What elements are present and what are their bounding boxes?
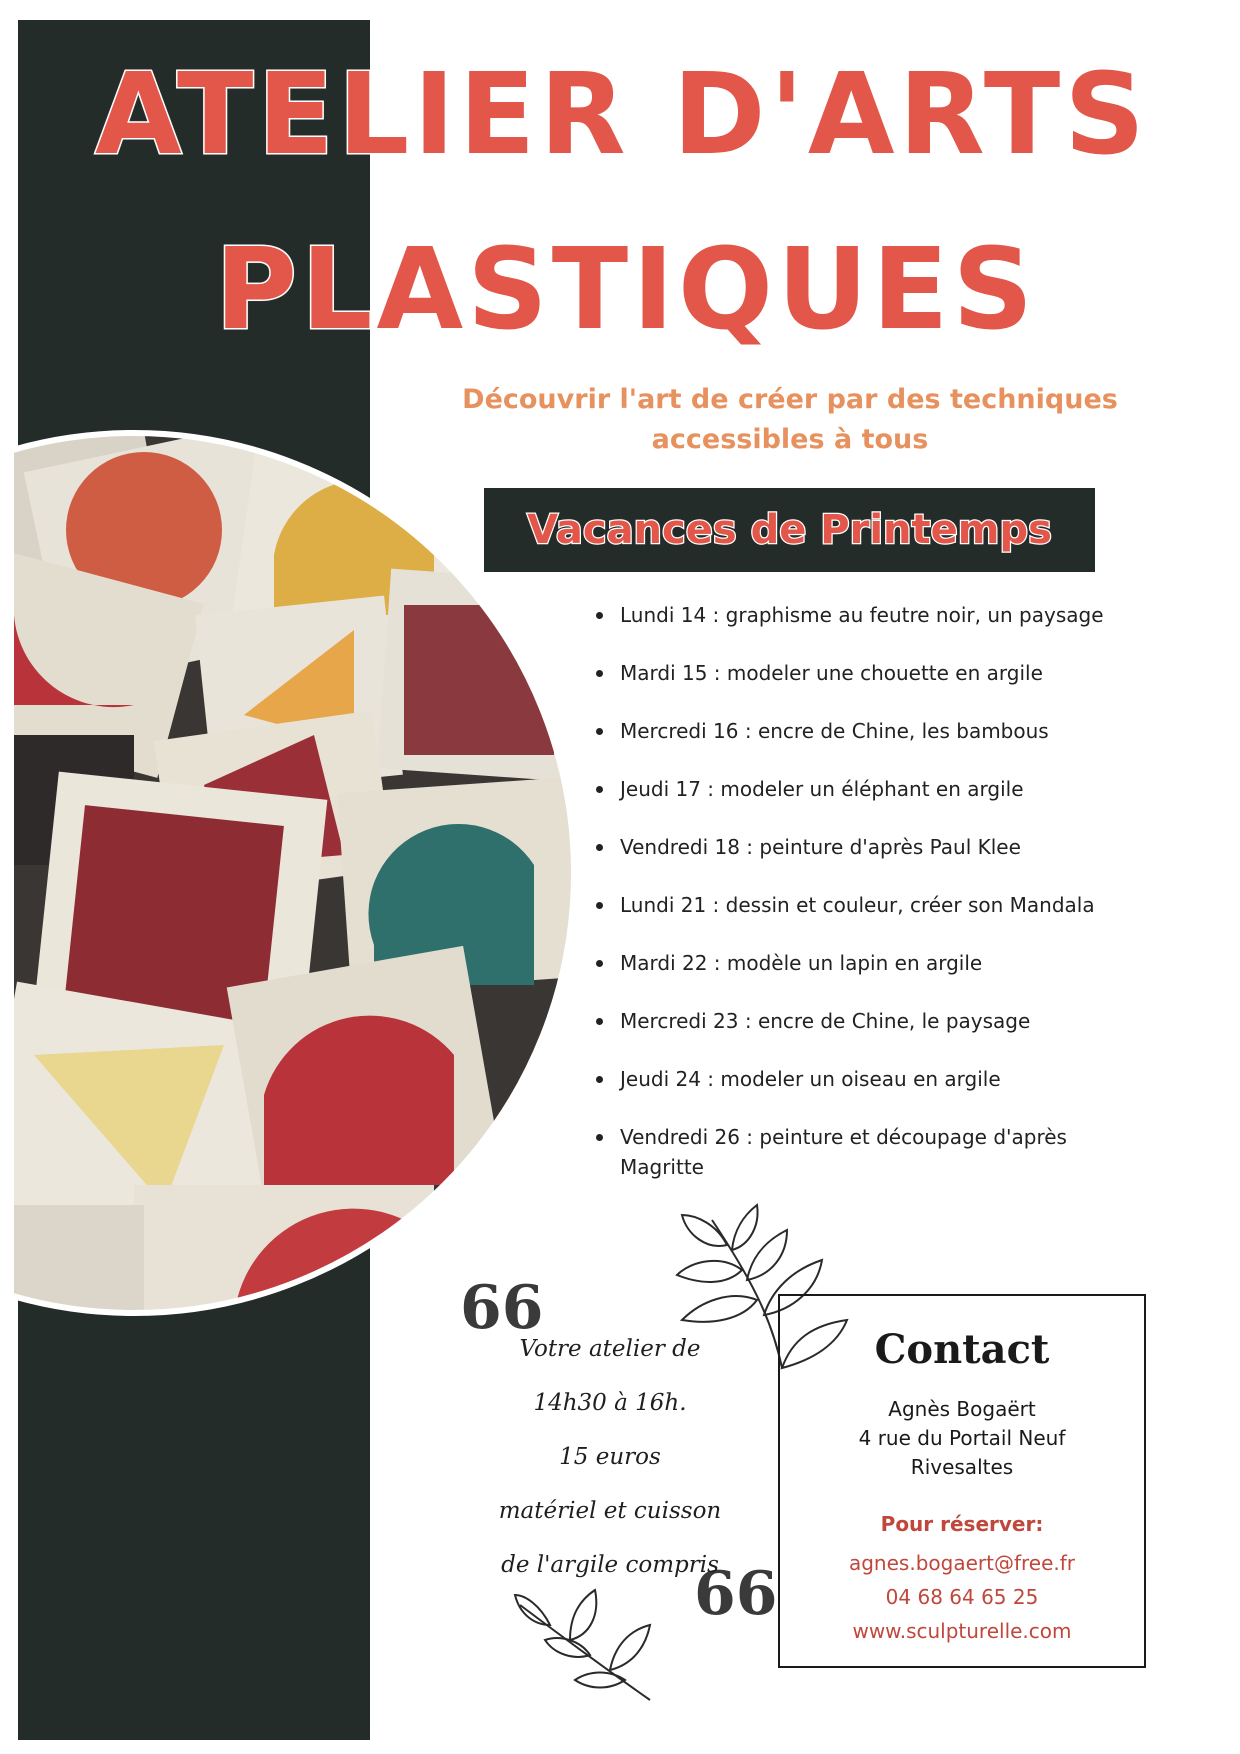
subtitle [400,380,1180,460]
title-line-1: ATELIER D'ARTS [95,50,1149,180]
schedule-item: Jeudi 24 : modeler un oiseau en argile [590,1064,1150,1122]
schedule-item: Lundi 14 : graphisme au feutre noir, un paysage [590,600,1150,658]
info-line: 15 euros [559,1444,661,1470]
contact-address [780,1395,1144,1482]
contact-title: Contact [874,1326,1050,1373]
quote-open: 66 [460,1273,544,1343]
quote-close: 66 [694,1559,778,1629]
info-line: de l'argile compris [501,1552,719,1578]
schedule-item: Jeudi 17 : modeler un éléphant en argile [590,774,1150,832]
schedule-item: Vendredi 26 : peinture et découpage d'après Magritte [590,1122,1150,1180]
contact-city: Rivesaltes [910,1455,1014,1479]
contact-box [778,1294,1146,1668]
title-line-2: PLASTIQUES [215,225,1038,355]
schedule-item: Mercredi 16 : encre de Chine, les bambous [590,716,1150,774]
practical-info [470,1322,750,1592]
leaf-sprig-icon [510,1585,660,1705]
info-line: Votre atelier de [519,1336,701,1362]
info-line: matériel et cuisson [498,1498,722,1524]
season-title: Vacances de Printemps [527,507,1052,553]
contact-email-link[interactable]: agnes.bogaert@free.fr [848,1551,1075,1575]
schedule-item: Mardi 15 : modeler une chouette en argile [590,658,1150,716]
schedule-item: Vendredi 18 : peinture d'après Paul Klee [590,832,1150,890]
reserve-label: Pour réserver: [880,1512,1044,1536]
info-line: 14h30 à 16h. [533,1390,687,1416]
subtitle-line-1: Découvrir l'art de créer par des techniques [462,384,1118,415]
schedule-item: Lundi 21 : dessin et couleur, créer son Mandala [590,890,1150,948]
schedule-list [590,600,1150,1180]
contact-name: Agnès Bogaërt [888,1397,1036,1421]
contact-website-link[interactable]: www.sculpturelle.com [852,1619,1072,1643]
season-banner [484,488,1095,572]
schedule-item: Mercredi 23 : encre de Chine, le paysage [590,1006,1150,1064]
subtitle-line-2: accessibles à tous [651,424,929,455]
contact-phone-link[interactable]: 04 68 64 65 25 [885,1585,1039,1609]
schedule-item: Mardi 22 : modèle un lapin en argile [590,948,1150,1006]
contact-street: 4 rue du Portail Neuf [858,1426,1066,1450]
